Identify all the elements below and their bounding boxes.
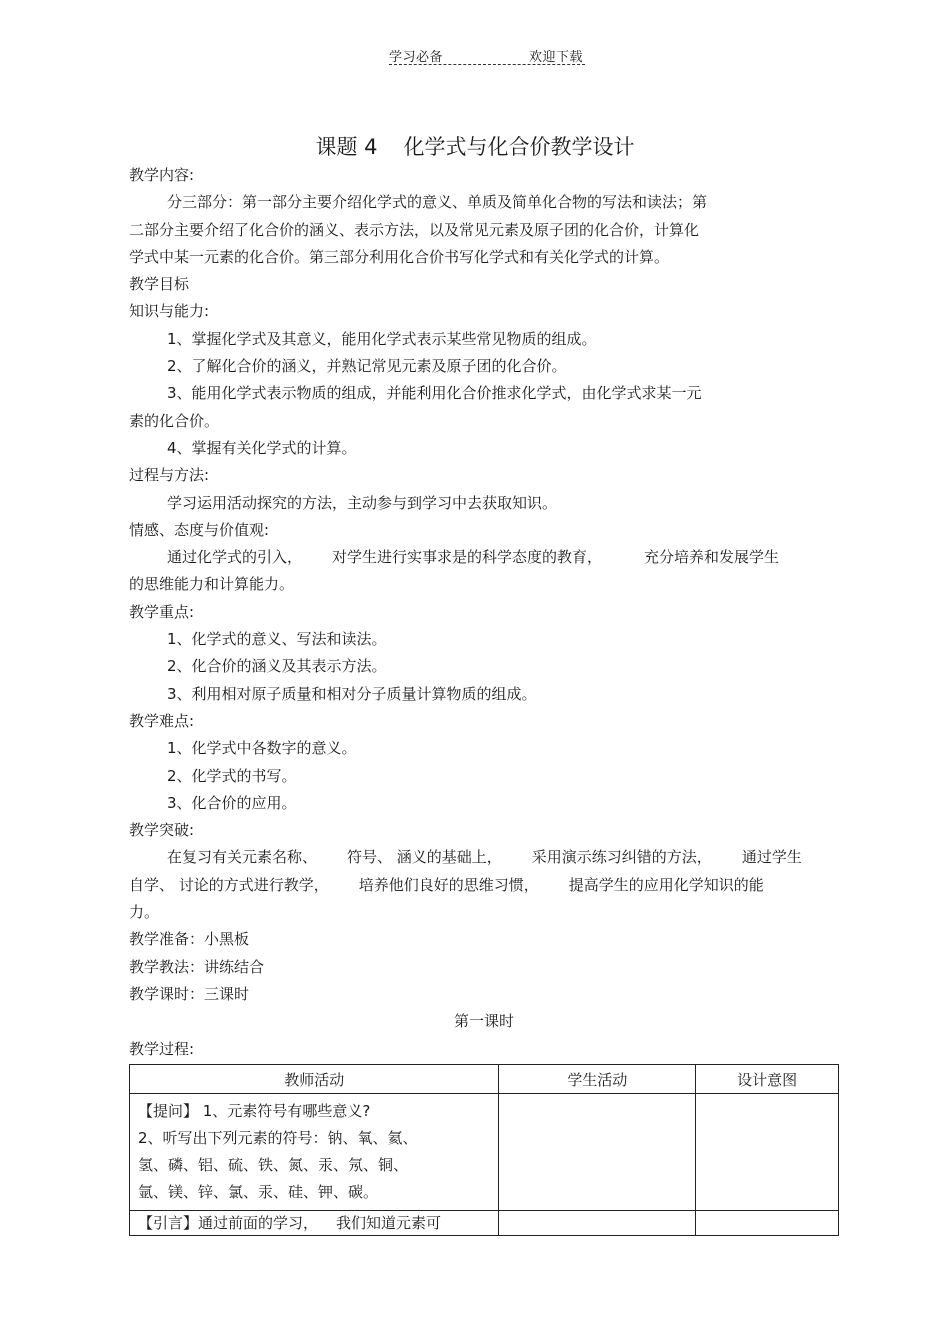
difficulty-item: 3、化合价的应用。 (167, 793, 297, 812)
key-item: 3、利用相对原子质量和相对分子质量计算物质的组成。 (167, 684, 537, 703)
heading-breakthrough: 教学突破: (129, 821, 195, 840)
header-right: 欢迎下载 (529, 50, 584, 65)
breakthrough-seg: 符号、 涵义的基础上， (347, 848, 502, 867)
breakthrough-seg: 在复习有关元素名称、 (167, 848, 318, 867)
header-left: 学习必备 (389, 50, 444, 65)
teaching-hours: 教学课时：三课时 (129, 984, 250, 1003)
emotion-seg: 通过化学式的引入， (167, 548, 303, 567)
intent-cell (696, 1211, 839, 1236)
emotion-seg: 充分培养和发展学生 (644, 548, 780, 567)
table-row (130, 1094, 839, 1211)
difficulty-item: 1、化学式中各数字的意义。 (167, 739, 357, 758)
breakthrough-seg: 采用演示练习纠错的方法， (531, 848, 712, 867)
table-header-row (130, 1065, 839, 1094)
col-header-student: 学生活动 (499, 1065, 696, 1094)
header-rule (389, 64, 585, 65)
student-cell (499, 1094, 696, 1211)
document-body (129, 162, 839, 1063)
knowledge-item-cont: 素的化合价。 (129, 411, 220, 430)
heading-content: 教学内容: (129, 166, 195, 184)
breakthrough-line (129, 844, 839, 871)
emotion-line (129, 544, 839, 571)
teacher-cell (130, 1094, 499, 1211)
title-number: 课题 4 (315, 135, 378, 159)
procedure-table (129, 1064, 839, 1236)
col-header-intent: 设计意图 (696, 1065, 839, 1094)
heading-procedure: 教学过程: (129, 1039, 195, 1058)
knowledge-item: 4、掌握有关化学式的计算。 (167, 438, 357, 457)
knowledge-item: 3、能用化学式表示物质的组成，并能利用化合价推求化学式，由化学式求某一元 (167, 384, 702, 403)
cell-line: 氩、镁、锌、氯、汞、硅、钾、碳。 (138, 1183, 379, 1201)
breakthrough-seg: 提高学生的应用化学知识的能 (568, 875, 764, 894)
page-title (0, 131, 950, 161)
heading-goals: 教学目标 (129, 275, 190, 294)
breakthrough-seg: 通过学生 (741, 848, 802, 867)
teaching-prep: 教学准备：小黑板 (129, 930, 250, 949)
cell-line: 氢、磷、铝、硫、铁、氮、汞、氖、铜、 (138, 1156, 409, 1174)
col-header-teacher: 教师活动 (130, 1065, 499, 1094)
knowledge-item: 1、掌握化学式及其意义，能用化学式表示某些常见物质的组成。 (167, 329, 597, 348)
key-item: 2、化合价的涵义及其表示方法。 (167, 657, 387, 676)
emotion-line: 的思维能力和计算能力。 (129, 575, 295, 594)
table-row (130, 1211, 839, 1236)
heading-process: 过程与方法: (129, 466, 210, 485)
heading-emotion: 情感、态度与价值观: (129, 520, 270, 539)
student-cell (499, 1211, 696, 1236)
heading-difficulty: 教学难点: (129, 711, 195, 730)
emotion-seg: 对学生进行实事求是的科学态度的教育， (332, 548, 603, 567)
content-line: 分三部分：第一部分主要介绍化学式的意义、单质及简单化合物的写法和读法；第 (167, 193, 708, 212)
content-line: 学式中某一元素的化合价。第三部分利用化合价书写化学式和有关化学式的计算。 (129, 247, 670, 266)
breakthrough-seg: 自学、 讨论的方式进行教学， (129, 875, 329, 894)
difficulty-item: 2、化学式的书写。 (167, 766, 297, 785)
teacher-cell (130, 1211, 499, 1236)
heading-key: 教学重点: (129, 602, 195, 621)
teaching-method: 教学教法：讲练结合 (129, 957, 265, 976)
knowledge-item: 2、了解化合价的涵义，并熟记常见元素及原子团的化合价。 (167, 357, 567, 376)
content-line: 二部分主要介绍了化合价的涵义、表示方法，以及常见元素及原子团的化合价，计算化 (129, 220, 700, 239)
cell-line: 2、听写出下列元素的符号：钠、氧、氦、 (138, 1129, 418, 1147)
breakthrough-line: 力。 (129, 903, 160, 922)
title-text: 化学式与化合价教学设计 (403, 135, 635, 159)
heading-knowledge: 知识与能力: (129, 302, 210, 321)
cell-seg: 【引言】通过前面的学习， (138, 1214, 319, 1232)
breakthrough-line (129, 872, 839, 899)
intent-cell (696, 1094, 839, 1211)
process-item: 学习运用活动探究的方法，主动参与到学习中去获取知识。 (167, 493, 558, 512)
cell-seg: 我们知道元素可 (336, 1214, 442, 1232)
breakthrough-seg: 培养他们良好的思维习惯， (358, 875, 539, 894)
key-item: 1、化学式的意义、写法和读法。 (167, 630, 387, 649)
cell-line: 【提问】 1、元素符号有哪些意义? (138, 1102, 371, 1120)
lesson-heading: 第一课时 (453, 1012, 514, 1031)
